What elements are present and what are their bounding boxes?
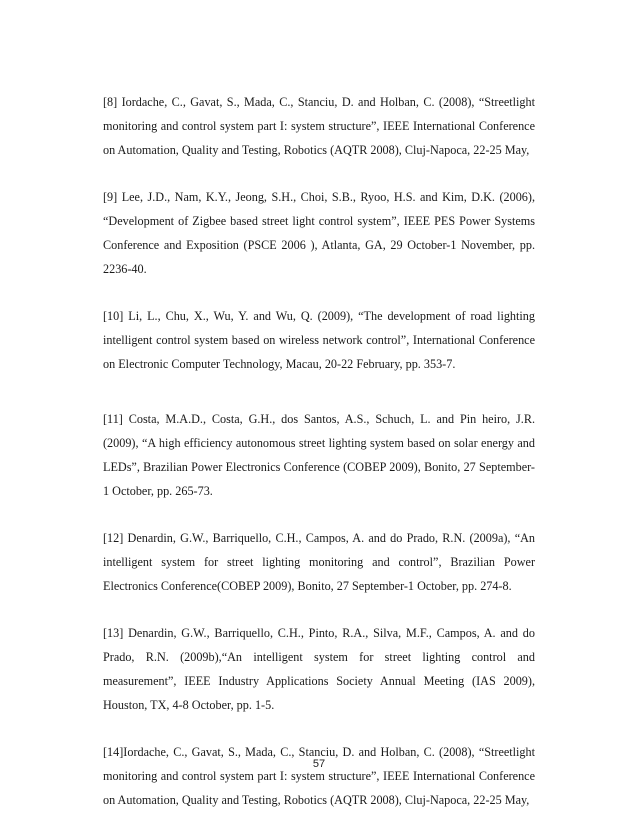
- reference-10: [10] Li, L., Chu, X., Wu, Y. and Wu, Q. (2009), “The development of road lighting intelligent control system based on wireless network control”, International Conference on Electronic Computer Technology, Macau, 20-22 February, pp. 353-7.: [103, 309, 535, 371]
- page-number: 57: [312, 758, 326, 770]
- reference-list: [103, 90, 535, 812]
- reference-9: [9] Lee, J.D., Nam, K.Y., Jeong, S.H., Choi, S.B., Ryoo, H.S. and Kim, D.K. (2006), “Development of Zigbee based street light control system”, IEEE PES Power Systems Conference and Exposition (PSCE 2006 ), Atlanta, GA, 29 October-1 November, pp. 2236-40.: [103, 190, 535, 276]
- reference-12: [12] Denardin, G.W., Barriquello, C.H., Campos, A. and do Prado, R.N. (2009a), “An intelligent system for street lighting monitoring and control”, Brazilian Power Electronics Conference(COBEP 2009), Bonito, 27 September-1 October, pp. 274-8.: [103, 531, 535, 593]
- reference-14: [14]Iordache, C., Gavat, S., Mada, C., Stanciu, D. and Holban, C. (2008), “Streetlight monitoring and control system part I: system structure”, IEEE International Conference on Automation, Quality and Testing, Robotics (AQTR 2008), Cluj-Napoca, 22-25 May,: [103, 745, 535, 807]
- reference-11: [11] Costa, M.A.D., Costa, G.H., dos Santos, A.S., Schuch, L. and Pin heiro, J.R. (2009), “A high efficiency autonomous street lighting system based on solar energy and LEDs”, Brazilian Power Electronics Conference (COBEP 2009), Bonito, 27 September-1 October, pp. 265-73.: [103, 412, 535, 498]
- reference-8: [8] Iordache, C., Gavat, S., Mada, C., Stanciu, D. and Holban, C. (2008), “Streetlight monitoring and control system part I: system structure”, IEEE International Conference on Automation, Quality and Testing, Robotics (AQTR 2008), Cluj-Napoca, 22-25 May,: [103, 95, 535, 157]
- reference-13: [13] Denardin, G.W., Barriquello, C.H., Pinto, R.A., Silva, M.F., Campos, A. and do Prado, R.N. (2009b),“An intelligent system for street lighting control and measurement”, IEEE Industry Applications Society Annual Meeting (IAS 2009), Houston, TX, 4-8 October, pp. 1-5.: [103, 626, 535, 712]
